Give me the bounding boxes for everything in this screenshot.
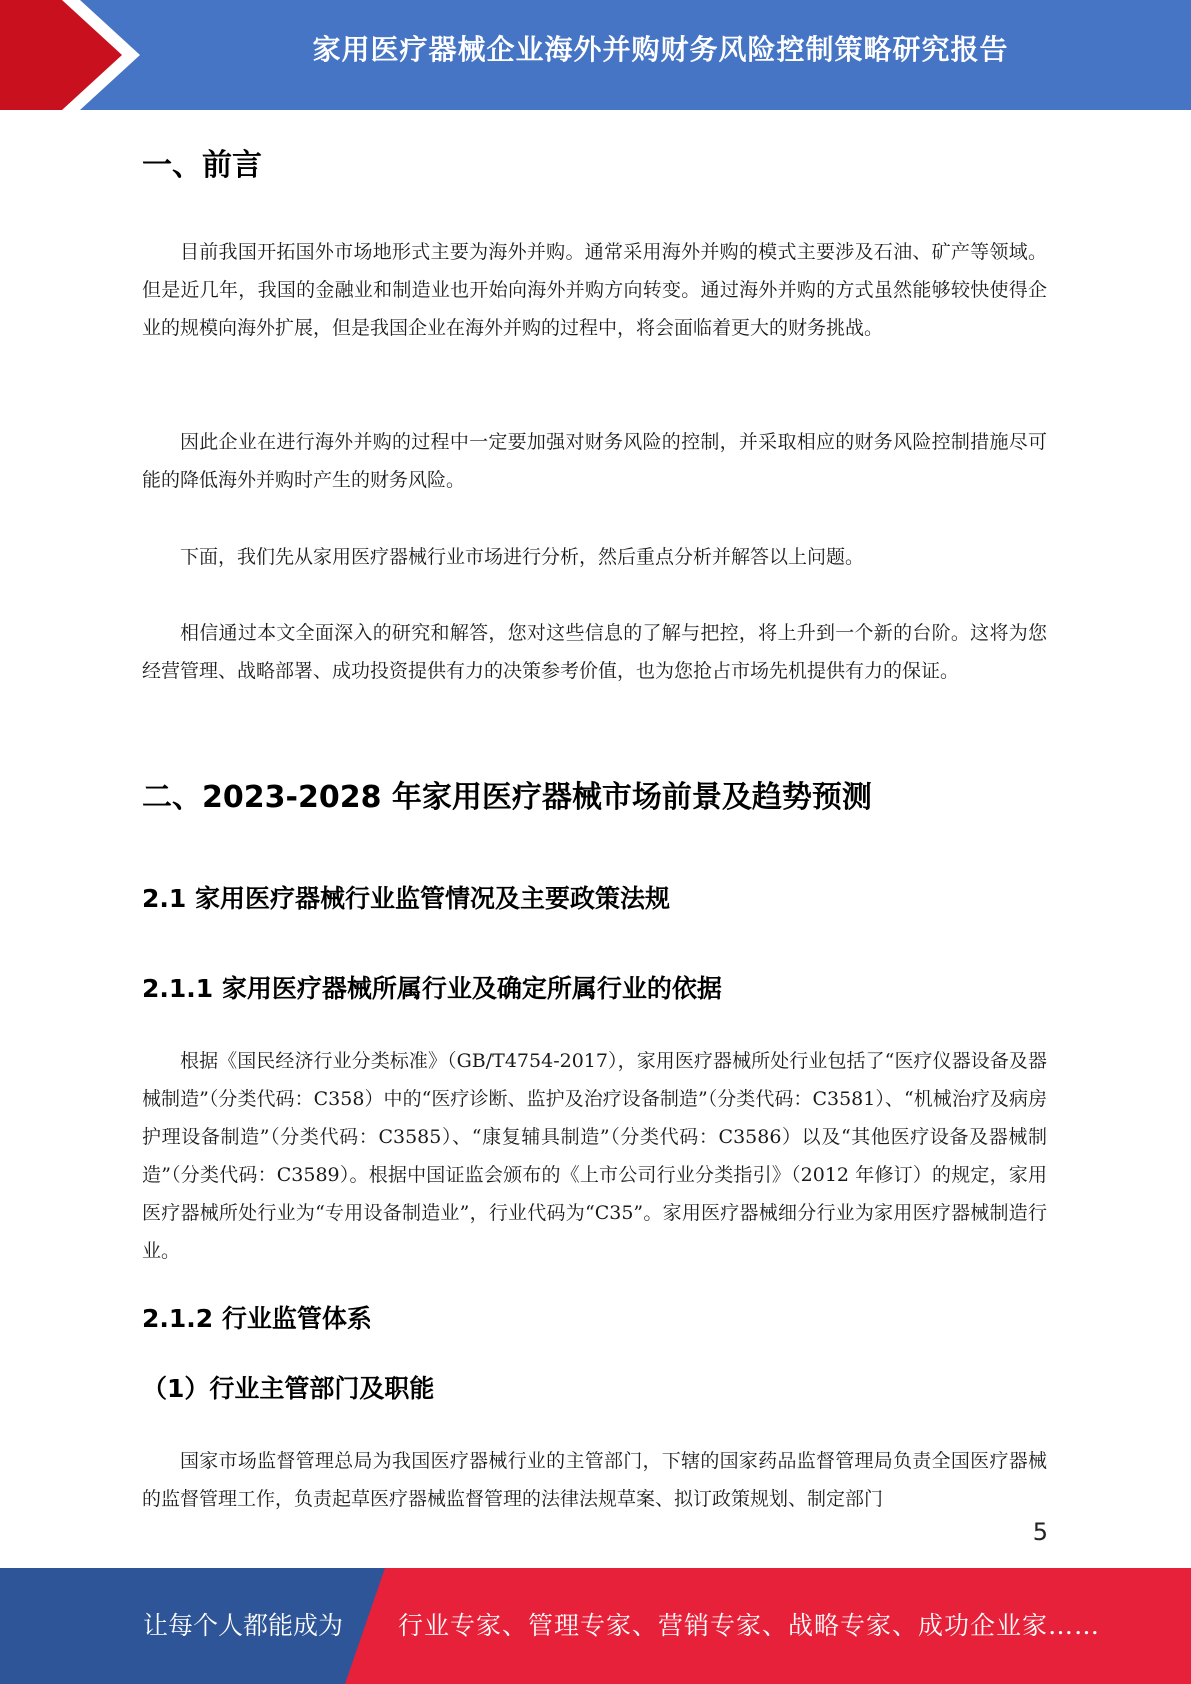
section-heading-market-outlook: 二、2023-2028 年家用医疗器械市场前景及趋势预测 [142,780,872,815]
sub-heading-regulatory-authority: （1）行业主管部门及职能 [142,1374,435,1403]
header-arrow-decoration [0,0,160,110]
preface-paragraph-1: 目前我国开拓国外市场地形式主要为海外并购。通常采用海外并购的模式主要涉及石油、矿产等领域。但是近几年，我国的金融业和制造业也开始向海外并购方向转变。通过海外并购的方式虽然能够较快使得企业的规模向海外扩展，但是我国企业在海外并购的过程中，将会面临着更大的财务挑战。 [142,241,1047,339]
subsection-heading-2-1-1: 2.1.1 家用医疗器械所属行业及确定所属行业的依据 [142,974,722,1003]
report-footer [0,1568,1191,1684]
page-number: 5 [1032,1518,1048,1546]
preface-paragraph-3: 下面，我们先从家用医疗器械行业市场进行分析，然后重点分析并解答以上问题。 [180,546,865,568]
footer-slogan-left: 让每个人都能成为 [143,1611,344,1640]
footer-slogan-right: 行业专家、管理专家、营销专家、战略专家、成功企业家…… [398,1611,1101,1640]
preface-paragraph-2: 因此企业在进行海外并购的过程中一定要加强对财务风险的控制，并采取相应的财务风险控制措施尽可能的降低海外并购时产生的财务风险。 [142,431,1047,491]
industry-classification-paragraph: 根据《国民经济行业分类标准》（GB/T4754-2017），家用医疗器械所处行业包括了“医疗仪器设备及器械制造”（分类代码：C358）中的“医疗诊断、监护及治疗设备制造”（分类代码：C3581）、“机械治疗及病房护理设备制造”（分类代码：C3585）、“康复辅具制造”（分类代码：C3586）以及“其他医疗设备及器械制造”（分类代码：C3589）。根据中国证监会颁布的《上市公司行业分类指引》（2012 年修订）的规定，家用医疗器械所处行业为“专用设备制造业”，行业代码为“C35”。家用医疗器械细分行业为家用医疗器械制造行业。 [142,1050,1047,1262]
subsection-heading-2-1: 2.1 家用医疗器械行业监管情况及主要政策法规 [142,884,670,913]
section-heading-preface: 一、前言 [142,148,262,183]
subsection-heading-2-1-2: 2.1.2 行业监管体系 [142,1304,372,1333]
regulatory-authority-paragraph: 国家市场监督管理总局为我国医疗器械行业的主管部门，下辖的国家药品监督管理局负责全国医疗器械的监督管理工作，负责起草医疗器械监督管理的法律法规草案、拟订政策规划、制定部门 [142,1450,1047,1510]
report-title: 家用医疗器械企业海外并购财务风险控制策略研究报告 [312,33,1009,66]
report-header [0,0,1191,110]
preface-paragraph-4: 相信通过本文全面深入的研究和解答，您对这些信息的了解与把控，将上升到一个新的台阶。这将为您经营管理、战略部署、成功投资提供有力的决策参考价值，也为您抢占市场先机提供有力的保证。 [142,622,1047,682]
